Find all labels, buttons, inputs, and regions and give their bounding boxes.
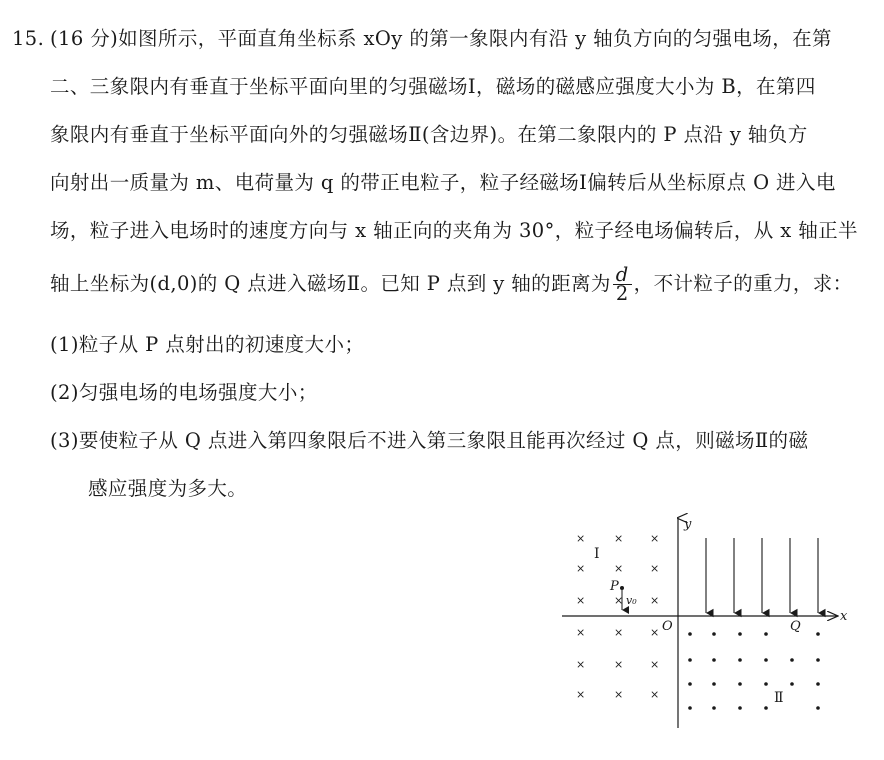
sub-question-2: (2)匀强电场的电场强度大小； [50,381,318,404]
into-mark: × [576,532,586,545]
field-diagram [560,510,850,735]
electric-field-arrows [706,538,818,613]
sub-question-1: (1)粒子从 P 点射出的初速度大小； [50,333,365,356]
into-mark: × [650,626,660,639]
y-axis-label: y [684,517,692,532]
into-mark: × [614,626,624,639]
sub-question-3: (3)要使粒子从 Q 点进入第四象限后不进入第三象限且能再次经过 Q 点，则磁场Ⅱ的磁 [50,429,809,452]
x-axis-label: x [840,609,848,624]
into-mark: × [614,562,624,575]
into-mark: × [614,688,624,701]
field-2-out-of-page-dots [688,632,820,710]
field-2-label: Ⅱ [774,690,784,706]
field-1-label: Ⅰ [594,546,600,562]
into-mark: × [576,562,586,575]
point-p [620,586,624,590]
fraction-denominator: 2 [615,282,629,305]
point-q-label: Q [790,619,801,634]
into-mark: × [614,594,624,607]
question-text-1: (16 分)如图所示，平面直角坐标系 xOy 的第一象限内有沿 y 轴负方向的匀强电场，在第 [50,27,832,50]
into-mark: × [614,658,624,671]
into-mark: × [576,688,586,701]
into-mark: × [650,658,660,671]
question-text-6a: 轴上坐标为(d,0)的 Q 点进入磁场Ⅱ。已知 P 点到 y 轴的距离为 [50,272,611,295]
fraction-numerator: d [613,266,632,285]
point-p-label: P [610,579,619,594]
into-mark: × [650,532,660,545]
question-text-4: 向射出一质量为 m、电荷量为 q 的带正电粒子，粒子经磁场Ⅰ偏转后从坐标原点 O 进入电 [50,171,836,194]
fraction-d-over-2 [613,263,632,305]
question-text-5: 场，粒子进入电场时的速度方向与 x 轴正向的夹角为 30°，粒子经电场偏转后，从 x 轴正半 [50,219,858,242]
question-number: 15. [12,27,45,50]
velocity-label: v₀ [626,594,637,607]
into-mark: × [576,658,586,671]
origin-label: O [662,619,673,634]
question-text-3: 象限内有垂直于坐标平面向外的匀强磁场Ⅱ(含边界)。在第二象限内的 P 点沿 y 轴负方 [50,123,808,146]
into-mark: × [614,532,624,545]
into-mark: × [576,594,586,607]
into-mark: × [650,594,660,607]
into-mark: × [650,688,660,701]
into-mark: × [576,626,586,639]
question-text-6b: ，不计粒子的重力，求： [633,272,853,295]
into-mark: × [650,562,660,575]
question-text-2: 二、三象限内有垂直于坐标平面向里的匀强磁场Ⅰ，磁场的磁感应强度大小为 B，在第四 [50,75,816,98]
question-text-6 [50,263,853,305]
sub-question-3-cont: 感应强度为多大。 [88,477,248,500]
